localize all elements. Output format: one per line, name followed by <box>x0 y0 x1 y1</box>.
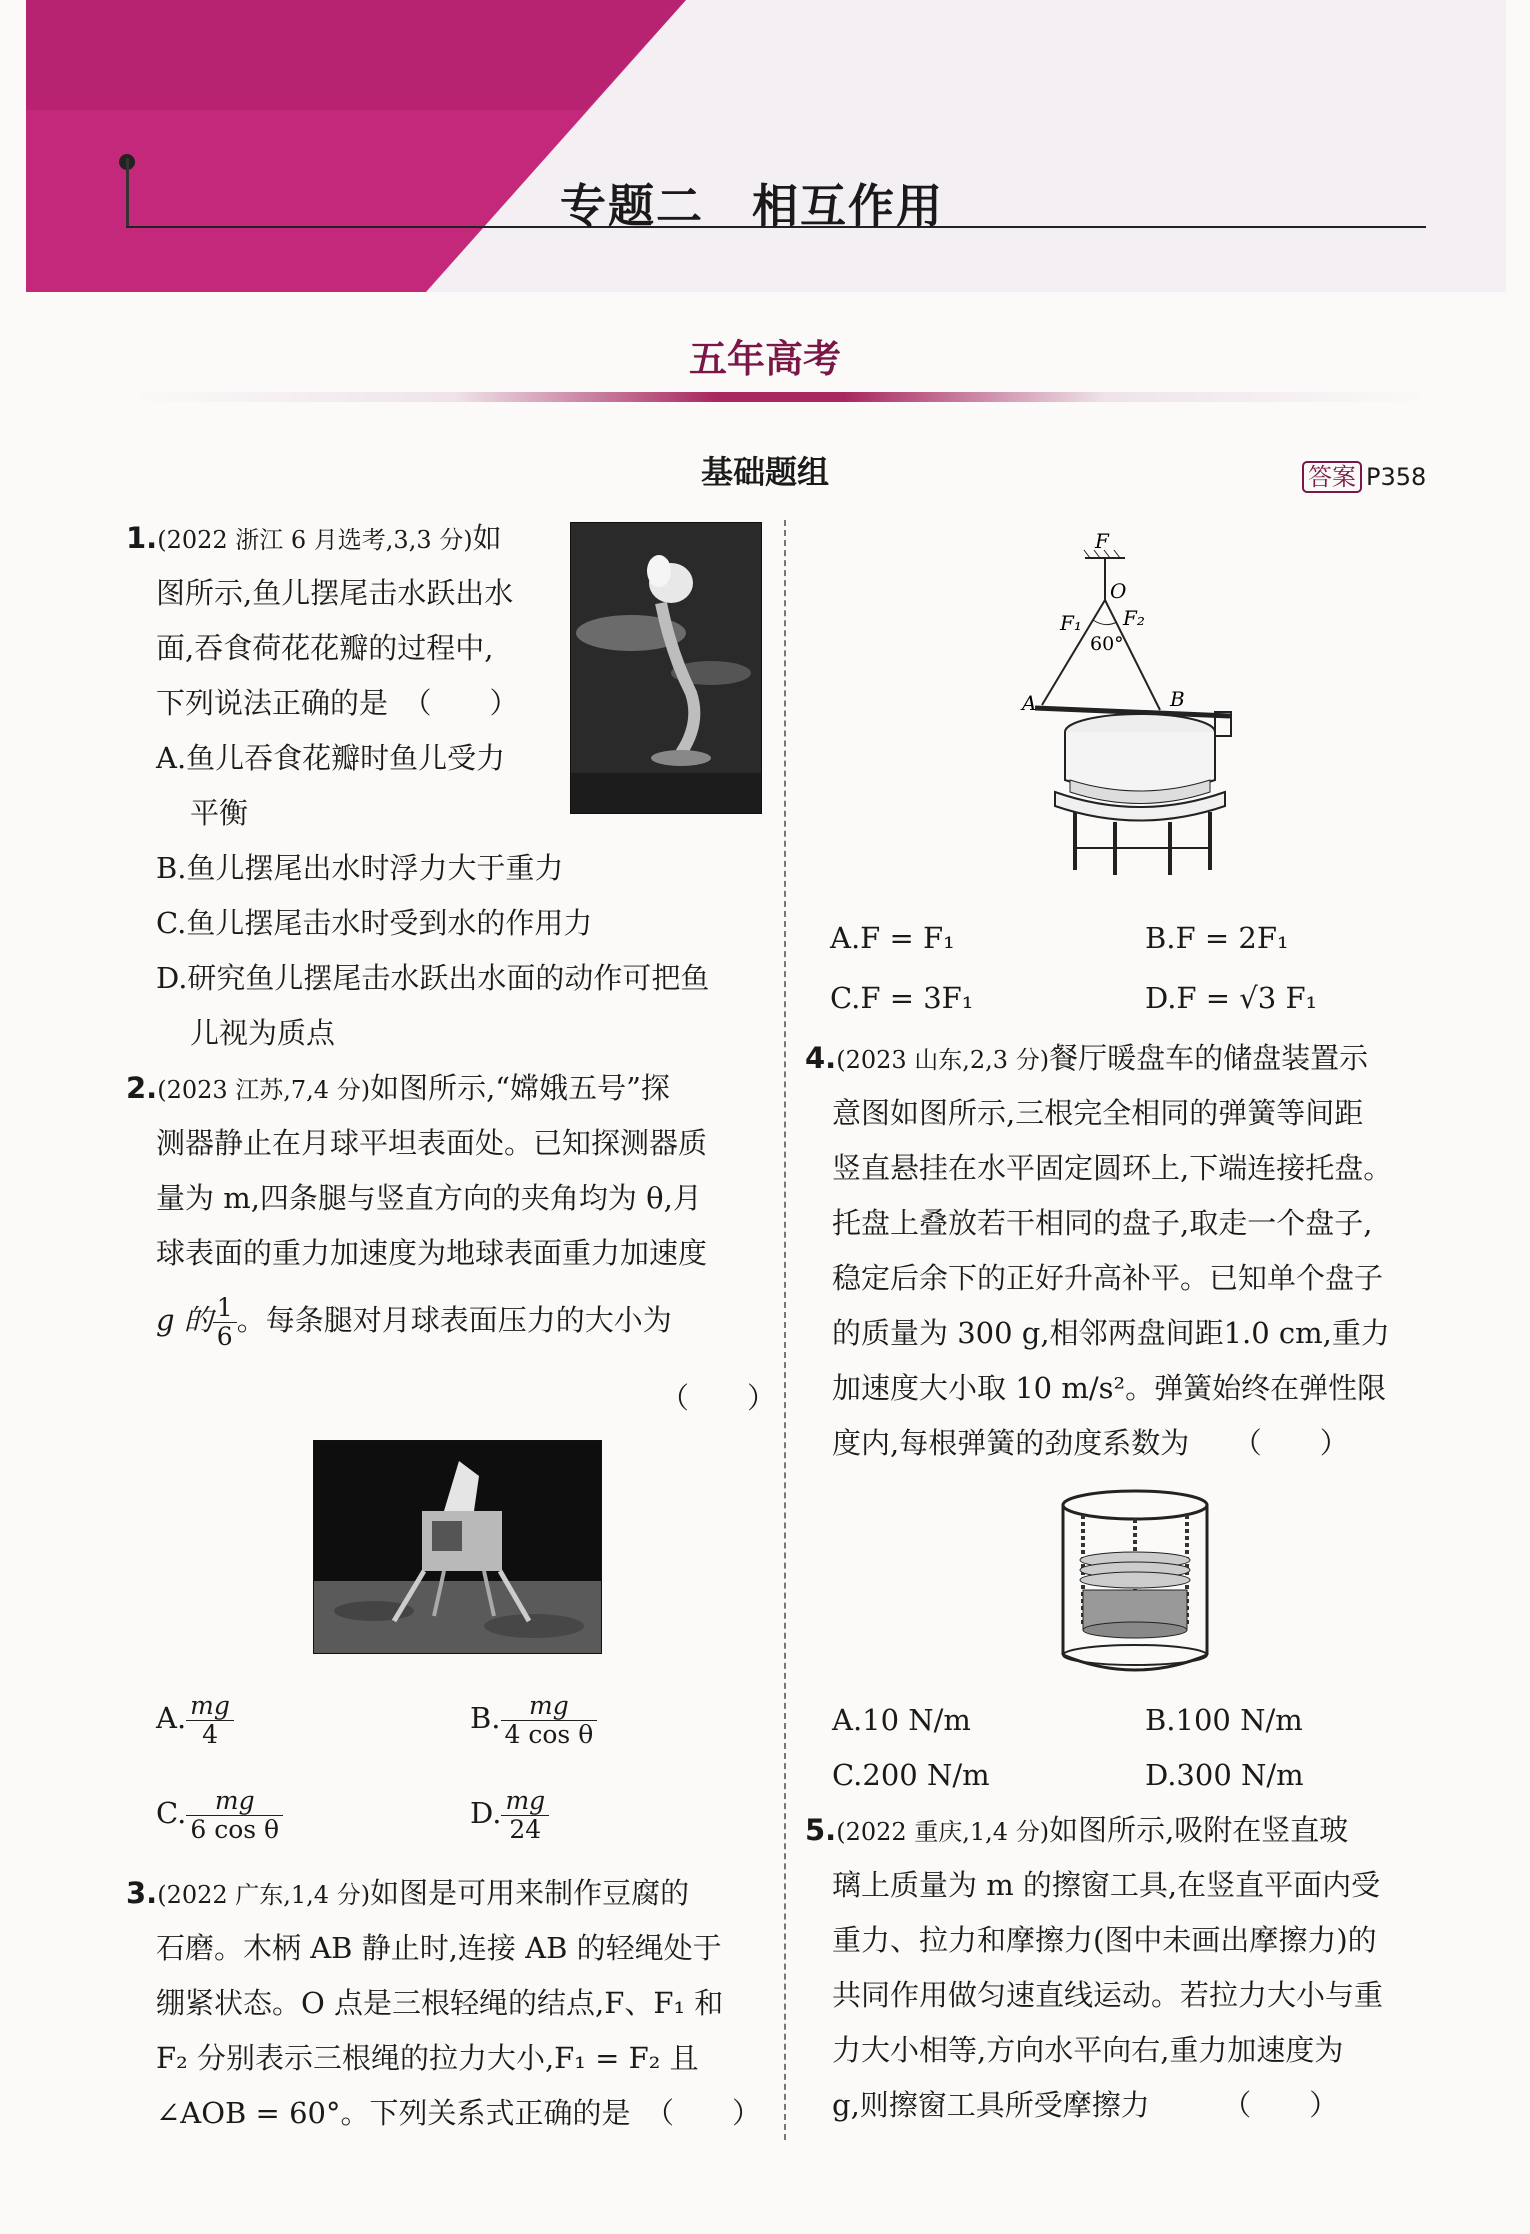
q3-line-1: 3.(2022 广东,1,4 分)如图是可用来制作豆腐的 <box>126 1876 690 1910</box>
q4-option-b: B.100 N/m <box>1145 1703 1303 1737</box>
q1-line-4: 下列说法正确的是 （ ） <box>156 686 519 720</box>
fish-lotus-photo <box>570 522 762 814</box>
q5-line-1: 5.(2022 重庆,1,4 分)如图所示,吸附在竖直玻 <box>805 1813 1349 1847</box>
q2-line-4: 球表面的重力加速度为地球表面重力加速度 <box>156 1236 708 1270</box>
q5-line-6: g,则擦窗工具所受摩擦力 （ ） <box>832 2088 1339 2122</box>
q2-option-b: B. $\frac{mg}{\text{4 cos θ}}$ <box>470 1690 597 1749</box>
q2-line-2: 测器静止在月球平坦表面处。已知探测器质 <box>156 1126 708 1160</box>
label-F1: F₁ <box>1060 611 1082 635</box>
q4-source: (2023 山东,2,3 分) <box>836 1046 1050 1074</box>
q2-line-5: g 的 $\frac{1}{6}$ 。每条腿对月球表面压力的大小为 <box>156 1292 672 1351</box>
section-bar <box>130 392 1430 402</box>
q2-number: 2. <box>126 1071 158 1105</box>
q3-line-5: ∠AOB = 60°。下列关系式正确的是 （ ） <box>156 2096 761 2130</box>
title-hook <box>126 158 129 228</box>
q2-option-c: C. $\frac{mg}{\text{6 cos θ}}$ <box>156 1785 283 1844</box>
q4-line-4: 托盘上叠放若干相同的盘子,取走一个盘子, <box>832 1206 1373 1240</box>
change5-lander-photo <box>313 1440 602 1654</box>
label-F: F <box>1095 530 1109 553</box>
q2-fraction: $\frac{1}{6}$ <box>213 1294 237 1351</box>
q5-line-2: 璃上质量为 m 的擦窗工具,在竖直平面内受 <box>832 1868 1381 1902</box>
q2-source: (2023 江苏,7,4 分) <box>157 1076 371 1104</box>
q5-source: (2022 重庆,1,4 分) <box>836 1818 1050 1846</box>
q4-option-c: C.200 N/m <box>832 1758 990 1792</box>
plate-warmer-diagram <box>1055 1485 1215 1680</box>
q1-line-2: 图所示,鱼儿摆尾击水跃出水 <box>156 576 514 610</box>
answer-tag: 答案 <box>1302 461 1362 493</box>
q2-line-3: 量为 m,四条腿与竖直方向的夹角均为 θ,月 <box>156 1181 702 1215</box>
q4-line-1: 4.(2023 山东,2,3 分)餐厅暖盘车的储盘装置示 <box>805 1041 1369 1075</box>
stone-mill-diagram <box>1020 530 1260 875</box>
q2-option-a: A. $\frac{mg}{4}$ <box>156 1690 234 1749</box>
q1-option-d-cont: 儿视为质点 <box>190 1016 336 1050</box>
topic-title: 专题二 相互作用 <box>560 179 944 233</box>
q1-option-a: A.鱼儿吞食花瓣时鱼儿受力 <box>156 741 506 775</box>
q2-option-d: D. $\frac{mg}{24}$ <box>470 1785 549 1844</box>
q5-number: 5. <box>805 1813 837 1847</box>
q4-option-a: A.10 N/m <box>832 1703 971 1737</box>
q3-line-2: 石磨。木柄 AB 静止时,连接 AB 的轻绳处于 <box>156 1931 722 1965</box>
q3-option-d: D.F = √3 F₁ <box>1145 981 1318 1015</box>
q4-number: 4. <box>805 1041 837 1075</box>
q1-line-1: 1.(2022 浙江 6 月选考,3,3 分)如 <box>126 521 502 555</box>
q5-line-4: 共同作用做匀速直线运动。若拉力大小与重 <box>832 1978 1384 2012</box>
q1-line-3: 面,吞食荷花花瓣的过程中, <box>156 631 494 665</box>
q1-option-b: B.鱼儿摆尾出水时浮力大于重力 <box>156 851 564 885</box>
label-angle: 60° <box>1090 633 1124 655</box>
q4-option-d: D.300 N/m <box>1145 1758 1304 1792</box>
q3-number: 3. <box>126 1876 158 1910</box>
q5-line-5: 力大小相等,方向水平向右,重力加速度为 <box>832 2033 1344 2067</box>
q3-line-3: 绷紧状态。O 点是三根轻绳的结点,F、F₁ 和 <box>156 1986 724 2020</box>
q3-source: (2022 广东,1,4 分) <box>157 1881 371 1909</box>
q4-line-2: 意图如图所示,三根完全相同的弹簧等间距 <box>832 1096 1364 1130</box>
column-divider <box>784 520 786 2140</box>
q1-option-c: C.鱼儿摆尾击水时受到水的作用力 <box>156 906 593 940</box>
q4-line-5: 稳定后余下的正好升高补平。已知单个盘子 <box>832 1261 1384 1295</box>
label-A: A <box>1022 691 1037 715</box>
group-title: 基础题组 <box>700 453 829 491</box>
q4-line-3: 竖直悬挂在水平固定圆环上,下端连接托盘。 <box>832 1151 1393 1185</box>
header-decoration <box>26 0 686 292</box>
answer-reference[interactable] <box>1302 457 1426 492</box>
q4-line-6: 的质量为 300 g,相邻两盘间距1.0 cm,重力 <box>832 1316 1390 1350</box>
q1-option-a-cont: 平衡 <box>190 796 249 830</box>
label-B: B <box>1170 687 1185 711</box>
q2-line-1: 2.(2023 江苏,7,4 分)如图所示,“嫦娥五号”探 <box>126 1071 670 1105</box>
q1-option-d: D.研究鱼儿摆尾击水跃出水面的动作可把鱼 <box>156 961 710 995</box>
q1-number: 1. <box>126 521 158 555</box>
q4-line-8: 度内,每根弹簧的劲度系数为 （ ） <box>832 1426 1349 1460</box>
label-F2: F₂ <box>1123 606 1145 630</box>
section-title: 五年高考 <box>688 337 841 381</box>
q3-option-a: A.F = F₁ <box>830 921 955 955</box>
q3-line-4: F₂ 分别表示三根绳的拉力大小,F₁ = F₂ 且 <box>156 2041 699 2075</box>
q5-line-3: 重力、拉力和摩擦力(图中未画出摩擦力)的 <box>832 1923 1377 1957</box>
label-O: O <box>1110 579 1127 603</box>
q3-option-c: C.F = 3F₁ <box>830 981 974 1015</box>
q2-answer-paren: （ ） <box>660 1381 777 1415</box>
q1-source: (2022 浙江 6 月选考,3,3 分) <box>157 526 473 554</box>
q3-option-b: B.F = 2F₁ <box>1145 921 1289 955</box>
q4-line-7: 加速度大小取 10 m/s²。弹簧始终在弹性限 <box>832 1371 1387 1405</box>
answer-page: P358 <box>1366 463 1427 491</box>
